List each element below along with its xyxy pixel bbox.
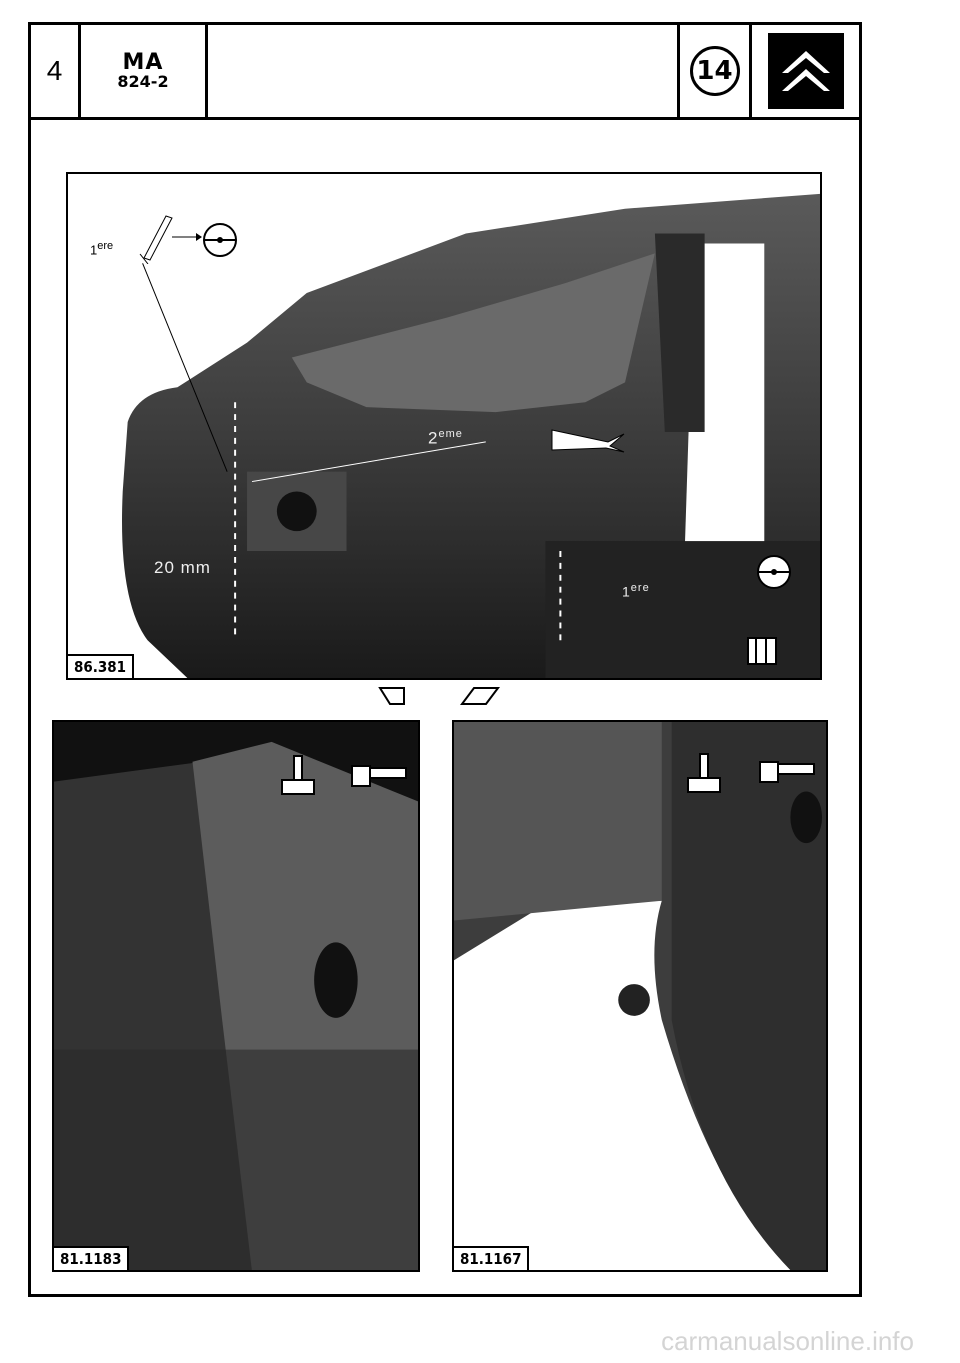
grinder-icon bbox=[756, 758, 816, 788]
spot-drill-icon bbox=[684, 750, 724, 794]
arrow-left-icon bbox=[380, 688, 404, 704]
grinder-icon bbox=[348, 762, 408, 792]
arrow-right-icon bbox=[172, 232, 202, 242]
manual-reference bbox=[81, 25, 208, 117]
chisel-icon bbox=[136, 208, 176, 264]
figure-label: 86.381 bbox=[68, 654, 134, 678]
inner-panel-illustration bbox=[54, 722, 418, 1270]
annotation-distance: 20 mm bbox=[154, 558, 211, 577]
rear-quarter-illustration bbox=[68, 174, 820, 678]
nav-arrows bbox=[370, 682, 520, 712]
manual-code: MA bbox=[122, 50, 164, 76]
saw-disc-icon bbox=[200, 220, 240, 260]
saw-disc-icon bbox=[754, 552, 794, 592]
logo-cell bbox=[752, 25, 859, 117]
figure-label: 81.1167 bbox=[454, 1246, 529, 1270]
clamp-icon bbox=[736, 630, 796, 670]
annotation-second-step-sup: eme bbox=[438, 428, 463, 440]
annotation-first-cut-top-sup: ere bbox=[97, 240, 114, 252]
section-number: 14 bbox=[690, 46, 740, 96]
annotation-first-cut-top-num: 1 bbox=[90, 242, 98, 258]
wheel-arch-illustration bbox=[454, 722, 826, 1270]
watermark: carmanualsonline.info bbox=[661, 1326, 914, 1356]
annotation-first-cut-right bbox=[622, 582, 650, 600]
arrow-right-icon bbox=[462, 688, 498, 704]
figure-81-1167 bbox=[452, 720, 828, 1272]
citroen-double-chevron-icon bbox=[768, 33, 844, 109]
annotation-first-cut-right-num: 1 bbox=[622, 583, 631, 600]
annotation-second-step-num: 2 bbox=[428, 428, 439, 448]
header-row bbox=[31, 25, 859, 120]
spot-drill-icon bbox=[278, 752, 318, 796]
figure-label: 81.1183 bbox=[54, 1246, 129, 1270]
annotation-first-cut-right-sup: ere bbox=[630, 582, 650, 594]
section-cell bbox=[680, 25, 752, 117]
page-number: 4 bbox=[31, 25, 81, 117]
manual-number: 824-2 bbox=[117, 72, 169, 92]
shears-icon bbox=[548, 420, 628, 456]
header-blank-cell bbox=[208, 25, 680, 117]
figure-86-381 bbox=[66, 172, 822, 680]
annotation-first-cut-top bbox=[90, 240, 113, 257]
figure-81-1183 bbox=[52, 720, 420, 1272]
annotation-second-step bbox=[428, 428, 463, 449]
